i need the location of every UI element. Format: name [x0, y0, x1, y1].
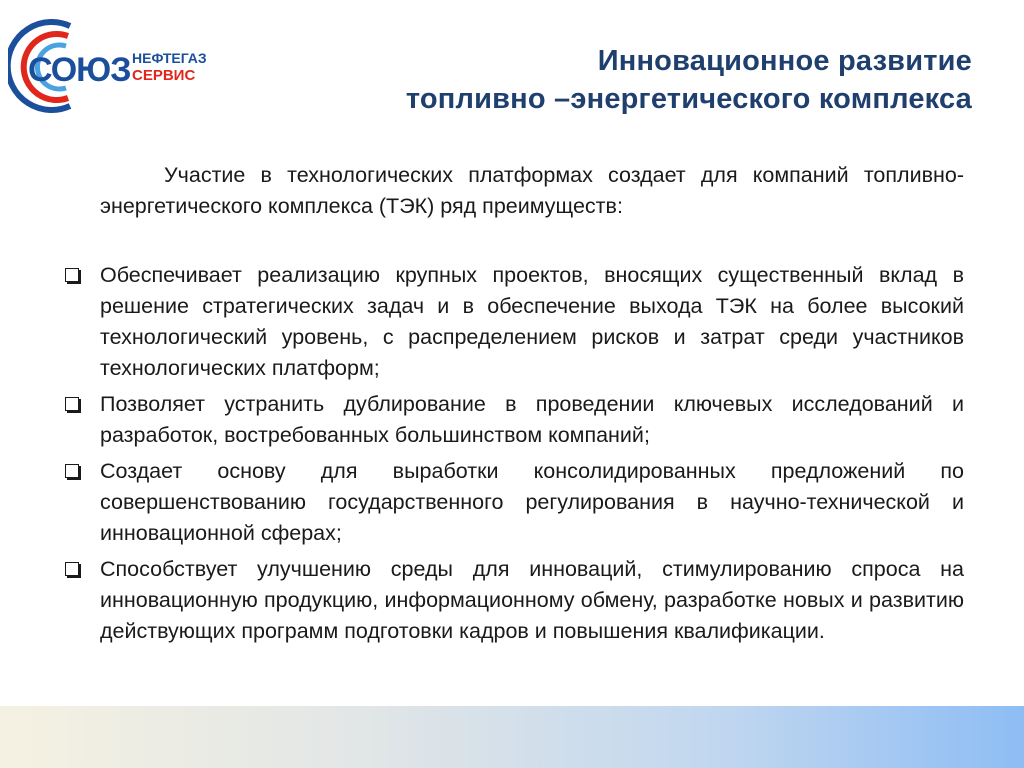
list-item	[63, 554, 964, 647]
intro-paragraph: Участие в технологических платформах создает для компаний топливно-энергетического комплекса (ТЭК) ряд преимуществ:	[100, 163, 964, 218]
logo-graphic	[8, 18, 248, 114]
footer-gradient-band	[0, 706, 1024, 768]
list-item	[63, 260, 964, 384]
slide-title	[252, 42, 972, 118]
logo-line1: НЕФТЕГАЗ	[132, 50, 207, 66]
title-line-2: топливно –энергетического комплекса	[405, 83, 972, 115]
logo-word: СОЮЗ	[28, 51, 131, 89]
list-item-text: Позволяет устранить дублирование в проведении ключевых исследований и разработок, востребованных большинством компаний;	[100, 392, 964, 447]
list-item-text: Способствует улучшению среды для инноваций, стимулированию спроса на инновационную продукцию, информационному обмену, разработке новых и развитию действующих программ подготовки кадров и повышения квалификации.	[100, 557, 964, 643]
checkbox-bullet-icon	[65, 464, 79, 478]
checkbox-bullet-icon	[65, 562, 79, 576]
list-item	[63, 456, 964, 549]
checkbox-bullet-icon	[65, 397, 79, 411]
list-item	[63, 389, 964, 451]
title-line-1: Инновационное развитие	[597, 45, 972, 77]
checkbox-bullet-icon	[65, 268, 79, 282]
list-item-text: Обеспечивает реализацию крупных проектов, вносящих существенный вклад в решение стратегических задач и в обеспечение выхода ТЭК на более высокий технологический уровень, с распределением рисков и затрат среди участников технологических платформ;	[100, 263, 964, 380]
benefits-list	[63, 260, 964, 652]
company-logo	[8, 18, 248, 114]
list-item-text: Создает основу для выработки консолидированных предложений по совершенствованию государственного регулирования в научно-технической и инновационной сферах;	[100, 459, 964, 545]
logo-line2: СЕРВИС	[132, 67, 196, 84]
